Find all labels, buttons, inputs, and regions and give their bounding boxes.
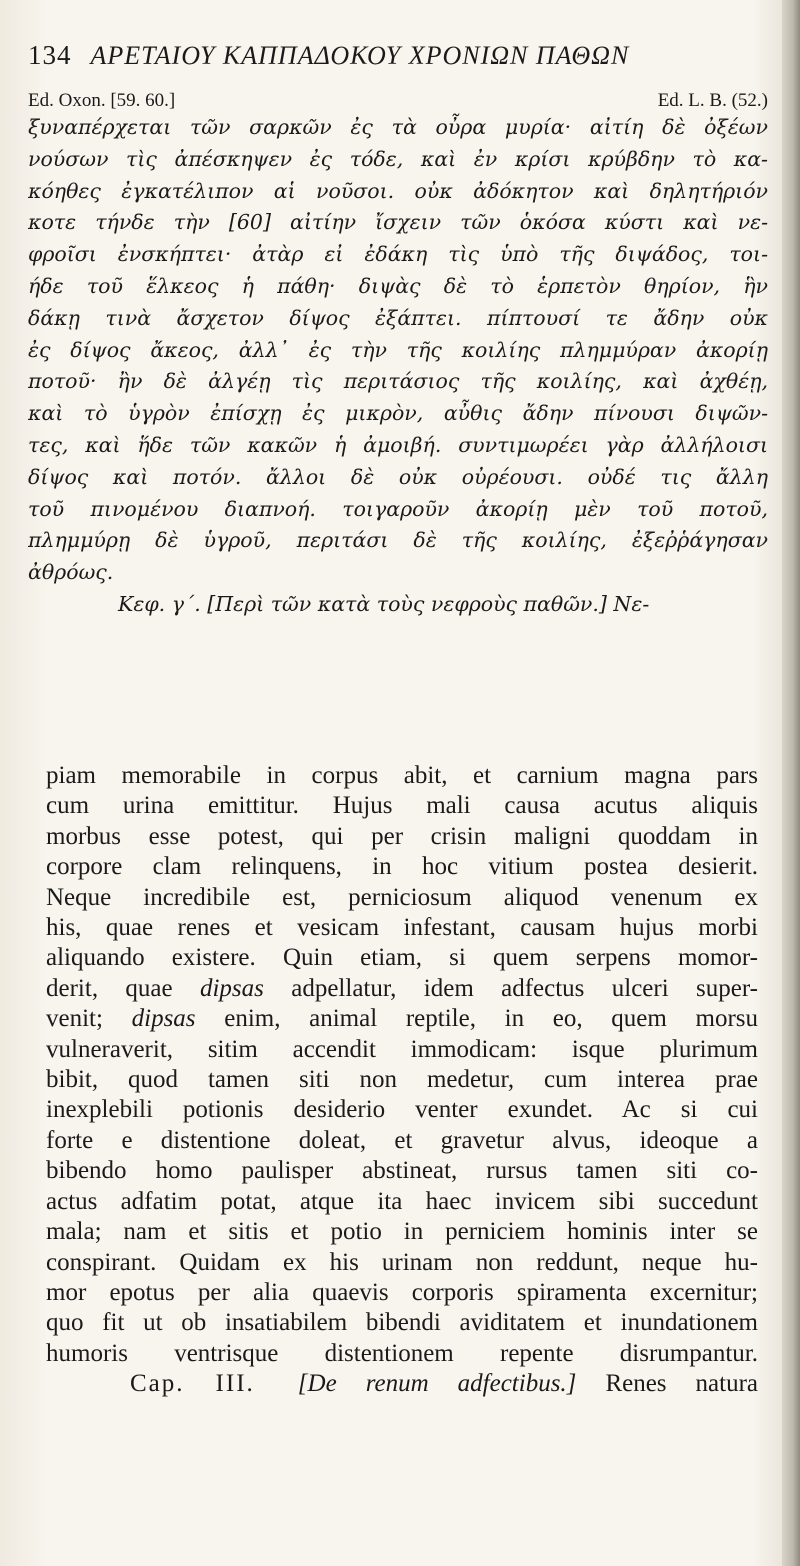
greek-line: φροῖσι ἐνσκήπτει· ἀτὰρ εἰ ἐδάκη τὶς ὑπὸ τῆς διψάδος, τοι-: [28, 242, 768, 267]
latin-line: actus adfatim potat, atque ita haec invicem sibi succedunt: [46, 1187, 758, 1215]
latin-italic-term: dipsas: [131, 1005, 196, 1033]
latin-line: Neque incredibile est, perniciosum aliquod venenum ex: [46, 883, 758, 911]
latin-line: bibit, quod tamen siti non medetur, cum interea prae: [46, 1066, 758, 1094]
running-title: ΑΡΕΤΑΙΟΥ ΚΑΠΠΑΔΟΚΟΥ ΧΡΟΝΙΩΝ ΠΑΘΩΝ: [90, 41, 630, 70]
latin-line: aliquando existere. Quin etiam, si quem serpens momor-: [46, 944, 758, 972]
latin-segment: enim, animal reptile, in eo, quem morsu: [224, 1005, 759, 1033]
chapter-title: [De renum adfectibus.]: [297, 1370, 577, 1398]
greek-line: τες, καὶ ἥδε τῶν κακῶν ἡ ἀμοιβή. συντιμωρέει γὰρ ἀλλήλοισι: [28, 432, 768, 457]
edition-reference-left: Ed. Oxon. [59. 60.]: [28, 90, 176, 111]
latin-line: humoris ventrisque distentionem repente disrumpantur.: [46, 1339, 758, 1367]
latin-segment: adpellatur, idem adfectus ulceri super-: [291, 974, 758, 1002]
greek-line: ἐς δίψος ἄκεος, ἀλλ᾽ ἐς τὴν τῆς κοιλίης πλημμύραν ἀκορίῃ: [28, 337, 768, 362]
latin-segment: derit, quae: [46, 974, 173, 1002]
greek-line: δίψος καὶ ποτόν. ἄλλοι δὲ οὐκ οὐρέουσι. οὐδέ τις ἄλλη: [28, 464, 768, 489]
latin-line: vulneraverit, sitim accendit immodicam: isque plurimum: [46, 1035, 758, 1063]
latin-line: conspirant. Quidam ex his urinam non reddunt, neque hu-: [46, 1248, 758, 1276]
latin-line: forte e distentione doleat, et gravetur alvus, ideoque a: [46, 1126, 758, 1154]
greek-line: τοῦ πινομένου διαπνοή. τοιγαροῦν ἀκορίῃ μὲν τοῦ ποτοῦ,: [28, 496, 768, 521]
greek-line: ἀθρόως.: [28, 560, 114, 585]
greek-text-block: [28, 112, 768, 621]
greek-line: δάκῃ τινὰ ἄσχετον δίψος ἐξάπτει. πίπτουσί τε ἄδην οὐκ: [28, 305, 768, 330]
latin-line: his, quae renes et vesicam infestant, causam hujus morbi: [46, 914, 758, 942]
chapter-heading-line: [46, 1369, 758, 1399]
greek-line: κοτε τήνδε τὴν [60] αἰτίην ἴσχειν τῶν ὁκόσα κύστι καὶ νε-: [28, 210, 768, 235]
page-number: 134: [28, 40, 72, 70]
latin-line: corpore clam relinquens, in hoc vitium postea desierit.: [46, 853, 758, 881]
latin-italic-term: dipsas: [199, 974, 264, 1002]
latin-line: piam memorabile in corpus abit, et carnium magna pars: [46, 762, 758, 789]
latin-line: mor epotus per alia quaevis corporis spiramenta excernitur;: [46, 1278, 758, 1306]
greek-line: ήδε τοῦ ἕλκεος ἡ πάθη· διψὰς δὲ τὸ ἑρπετὸν θηρίον, ἣν: [28, 273, 768, 298]
latin-line: [46, 1004, 758, 1034]
greek-line: καὶ τὸ ὑγρὸν ἐπίσχῃ ἐς μικρὸν, αὖθις ἄδην πίνουσι διψῶν-: [28, 401, 768, 426]
latin-line: morbus esse potest, qui per crisin maligni quoddam in: [46, 822, 758, 850]
greek-line: πλημμύρῃ δὲ ὑγροῦ, περιτάσι δὲ τῆς κοιλίης, ἐξεῤῥάγησαν: [28, 528, 768, 553]
edition-reference-right: Ed. L. B. (52.): [657, 90, 768, 111]
chapter-continuation: Renes natura: [605, 1370, 759, 1398]
latin-line: inexplebili potionis desiderio venter exundet. Ac si cui: [46, 1096, 758, 1124]
latin-text-block: [46, 761, 758, 1400]
page-edge-shadow: [782, 0, 800, 1566]
latin-segment: venit;: [46, 1005, 103, 1033]
greek-line: κόηθες ἐγκατέλιπον αἱ νοῦσοι. οὐκ ἀδόκητον καὶ δηλητήριόν: [28, 178, 768, 203]
latin-line: quo fit ut ob insatiabilem bibendi aviditatem et inundationem: [46, 1309, 758, 1337]
greek-line: νούσων τὶς ἀπέσκηψεν ἐς τόδε, καὶ ἐν κρίσι κρύβδην τὸ κα-: [28, 146, 768, 171]
chapter-label: Cap. III.: [130, 1370, 255, 1398]
running-header: [28, 40, 768, 71]
latin-line: [46, 974, 758, 1004]
latin-line: mala; nam et sitis et potio in perniciem hominis inter se: [46, 1218, 758, 1246]
latin-line: bibendo homo paulisper abstineat, rursus tamen siti co-: [46, 1157, 758, 1185]
greek-line: ξυναπέρχεται τῶν σαρκῶν ἐς τὰ οὖρα μυρία· αἰτίη δὲ ὀξέων: [28, 115, 768, 139]
greek-line: ποτοῦ· ἢν δὲ ἀλγέῃ τὶς περιτάσιος τῆς κοιλίης, καὶ ἀχθέῃ,: [28, 369, 768, 394]
greek-chapter-heading: Κεφ. γ΄. [Περὶ τῶν κατὰ τοὺς νεφροὺς παθῶν.] Νε-: [118, 591, 650, 616]
latin-line: cum urina emittitur. Hujus mali causa acutus aliquis: [46, 792, 758, 820]
edition-references: [28, 90, 768, 112]
